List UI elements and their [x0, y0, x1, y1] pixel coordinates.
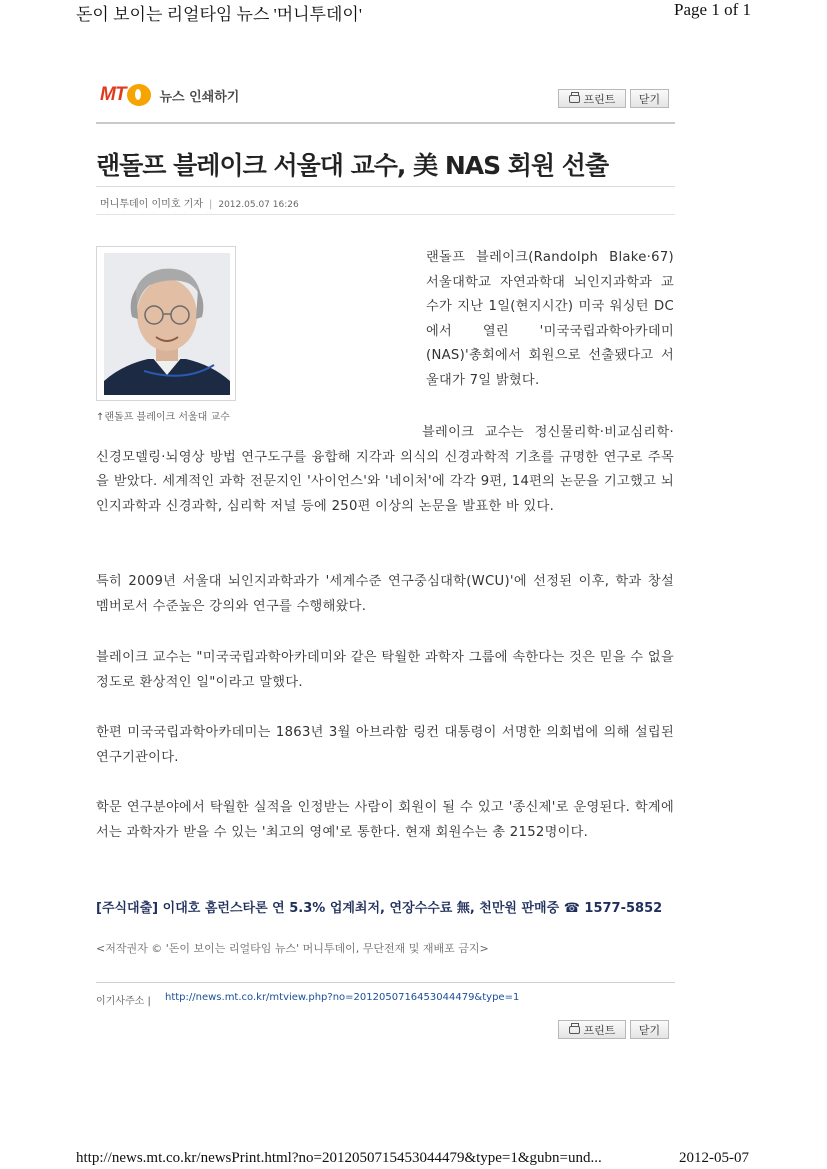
logo-brand: MT: [100, 84, 126, 105]
byline-separator: |: [208, 199, 213, 210]
copyright-notice: <저작권자 © '돈이 보이는 리얼타임 뉴스' 머니투데이, 무단전재 및 재배포 금지>: [96, 942, 489, 955]
print-button-bottom[interactable]: [558, 1020, 626, 1039]
close-button-label: 닫기: [638, 92, 661, 106]
stock-loan-ad-link[interactable]: [주식대출] 이대호 홈런스타론 연 5.3% 업계최저, 연장수수료 無, 천만원 판매중 ☎ 1577-5852: [96, 901, 663, 916]
portrait-image: [104, 253, 230, 395]
paragraph-2-text: 블레이크 교수는 정신물리학·비교심리학·신경모델링·뇌영상 방법 연구도구를 융합해 지각과 의식의 신경과학적 기초를 규명한 연구로 주목을 받았다. 세계적인 과학 전문지인 '사이언스'와 '네이처'에 각각 9편, 14편의 논문을 기고했고 뇌인지과학과 신경과학, 심리학 저널 등에 250편 이상의 논문을 발표한 바 있다.: [96, 425, 674, 514]
printer-icon: [569, 95, 580, 103]
close-button-label: 닫기: [638, 1023, 661, 1037]
print-footer-date: 2012-05-07: [679, 1150, 749, 1166]
article-paragraph-6: 학문 연구분야에서 탁월한 실적을 인정받는 사람이 회원이 될 수 있고 '종신제'로 운영된다. 학계에서는 과학자가 받을 수 있는 '최고의 영예'로 통한다. 현재 회원수는 총 2152명이다.: [96, 800, 674, 840]
article-photo: [96, 246, 236, 401]
close-button-bottom[interactable]: [630, 1020, 669, 1039]
byline-divider: [96, 214, 675, 215]
article-paragraph-3: 특히 2009년 서울대 뇌인지과학과가 '세계수준 연구중심대학(WCU)'에 선정된 이후, 학과 창설 멤버로서 수준높은 강의와 연구를 수행해왔다.: [96, 574, 674, 614]
byline-reporter: 이미호 기자: [151, 199, 203, 210]
article-headline: 랜돌프 블레이크 서울대 교수, 美 NAS 회원 선출: [96, 151, 609, 180]
article-url-label: 이기사주소 |: [96, 996, 151, 1007]
print-footer-url: http://news.mt.co.kr/newsPrint.html?no=2012050715453044479&type=1&gubn=und...: [76, 1150, 602, 1166]
print-header-title: 돈이 보이는 리얼타임 뉴스 '머니투데이': [76, 5, 362, 24]
article-url-link[interactable]: http://news.mt.co.kr/mtview.php?no=2012050716453044479&type=1: [165, 992, 520, 1003]
printer-icon: [569, 1026, 580, 1034]
photo-caption: ↑랜돌프 블레이크 서울대 교수: [96, 412, 230, 423]
page-number: Page 1 of 1: [674, 0, 751, 19]
headline-divider: [96, 186, 675, 187]
print-button-label: 프린트: [583, 1023, 616, 1037]
article-paragraph-5: 한편 미국국립과학아카데미는 1863년 3월 아브라함 링컨 대통령이 서명한 의회법에 의해 설립된 연구기관이다.: [96, 725, 674, 765]
logo-circle-icon: [127, 84, 151, 106]
article-paragraph-1: 랜돌프 블레이크(Randolph Blake·67) 서울대학교 자연과학대 뇌인지과학과 교수가 지난 1일(현지시간) 미국 워싱턴 DC에서 열린 '미국국립과학아카데미(NAS)'총회에서 회원으로 선출됐다고 서울대가 7일 밝혔다.: [426, 250, 674, 388]
byline-source: 머니투데이: [100, 199, 149, 210]
mt-logo: [100, 84, 239, 106]
article-paragraph-4: 블레이크 교수는 "미국국립과학아카데미와 같은 탁월한 과학자 그룹에 속한다는 것은 믿을 수 없을 정도로 환상적인 일"이라고 말했다.: [96, 650, 674, 690]
article-paragraph-2: [96, 421, 674, 519]
header-divider: [96, 122, 675, 124]
byline: [100, 195, 299, 210]
print-button-label: 프린트: [583, 92, 616, 106]
close-button[interactable]: [630, 89, 669, 108]
logo-label: 뉴스 인쇄하기: [159, 89, 240, 105]
byline-datetime: 2012.05.07 16:26: [218, 200, 299, 210]
footer-divider: [96, 982, 675, 983]
print-button[interactable]: [558, 89, 626, 108]
